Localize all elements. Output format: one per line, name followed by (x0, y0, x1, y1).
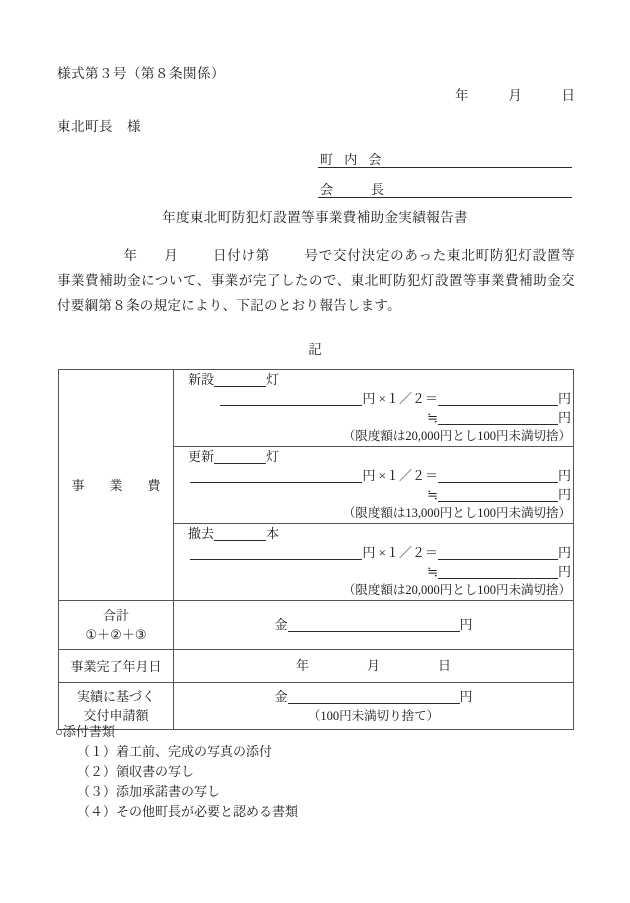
expense-renewal-count-line (174, 447, 573, 466)
expense-removal-kind: 撤去 (188, 526, 215, 541)
expense-new-yen-1: 円 (362, 391, 376, 406)
attachments-title: ○添付書類 (55, 724, 115, 739)
signature-label-kaicho: 会 長 (320, 181, 389, 197)
expense-new-count-line (174, 370, 573, 389)
expense-removal-result-blank[interactable] (438, 544, 558, 560)
expense-renewal-approx-sign: ≒ (427, 487, 438, 502)
completion-label: 事業完了年月日 (70, 658, 162, 674)
signature-label-chonaikai: 町 内 会 (320, 151, 386, 167)
signature-row-kaicho[interactable] (318, 176, 572, 198)
total-label-line2: ①＋②＋③ (85, 627, 147, 642)
request-money-suffix: 円 (459, 688, 473, 704)
total-label-line1: 合計 (102, 608, 129, 623)
expense-cell-renewal (174, 447, 574, 524)
expense-renewal-formula-line (174, 466, 573, 485)
expense-new-formula-line (174, 389, 573, 408)
date-top-day: 日 (561, 88, 575, 103)
body-line2: 業費補助金について、事業が完了したので、東北町防犯灯設置等事業費補助金交付要 (57, 273, 575, 313)
expense-new-amount-blank[interactable] (220, 390, 362, 406)
expense-new-approx-line (174, 408, 573, 427)
request-note: （100円未満切り捨て） (307, 708, 440, 723)
expense-renewal-count-blank[interactable] (214, 448, 266, 464)
expense-removal-approx-sign: ≒ (427, 564, 438, 579)
completion-value-cell[interactable] (174, 650, 574, 683)
signature-block (318, 146, 572, 206)
expense-removal-formula-line (174, 543, 573, 562)
expense-removal-approx-line (174, 562, 573, 581)
expense-renewal-kind: 更新 (188, 449, 215, 464)
total-money-row (174, 615, 573, 635)
expense-removal-amount-blank[interactable] (190, 544, 362, 560)
attachment-item-2: （２）領収書の写し (77, 764, 195, 779)
table-row-expense-new (59, 370, 574, 447)
expense-new-count-blank[interactable] (214, 371, 266, 387)
expense-label: 事 業 費 (71, 477, 167, 493)
request-label-line2: 交付申請額 (83, 708, 149, 723)
expense-renewal-unit: 灯 (266, 449, 280, 464)
expense-new-multiplier: ×１／２＝ (378, 391, 438, 406)
table-row-total (59, 601, 574, 650)
expense-removal-yen-2: 円 (557, 545, 571, 560)
expense-removal-multiplier: ×１／２＝ (378, 545, 438, 560)
completion-year: 年 (295, 658, 309, 673)
addressee: 東北町長 様 (57, 119, 141, 134)
expense-removal-yen-1: 円 (362, 545, 376, 560)
expense-renewal-approx-blank[interactable] (438, 486, 558, 502)
expense-cell-new (174, 370, 574, 447)
report-table (58, 369, 574, 730)
total-money-suffix: 円 (459, 617, 473, 632)
total-label-cell (59, 601, 174, 650)
expense-renewal-yen-2: 円 (557, 468, 571, 483)
expense-new-approx-blank[interactable] (438, 409, 558, 425)
completion-day: 日 (438, 658, 452, 673)
expense-removal-count-line (174, 524, 573, 543)
total-money-blank[interactable] (288, 616, 460, 632)
total-money-prefix: 金 (274, 617, 288, 632)
body-paragraph (57, 243, 575, 318)
body-date-day-prefix: 日付け第 (212, 248, 271, 263)
expense-new-approx-sign: ≒ (427, 410, 438, 425)
attachments-section (55, 722, 298, 822)
ki-marker: 記 (308, 342, 322, 357)
expense-new-yen-2: 円 (557, 391, 571, 406)
expense-renewal-yen-3: 円 (557, 487, 571, 502)
expense-removal-note: （限度額は20,000円とし100円未満切捨） (342, 583, 571, 597)
expense-removal-approx-blank[interactable] (438, 563, 558, 579)
date-top-year: 年 (455, 88, 469, 103)
request-money-blank[interactable] (288, 688, 460, 704)
total-value-cell (174, 601, 574, 650)
body-date-month: 月 (163, 248, 179, 263)
request-label-line1: 実績に基づく (76, 689, 155, 704)
body-number-suffix: 号で交付決定のあった東北町防犯灯設置等事 (57, 248, 575, 288)
expense-cell-removal (174, 524, 574, 601)
date-line-top (455, 84, 575, 104)
request-money-row (174, 687, 573, 707)
expense-renewal-note: （限度額は13,000円とし100円未満切捨） (342, 506, 571, 520)
expense-renewal-approx-line (174, 485, 573, 504)
table-row-completion-date (59, 650, 574, 683)
form-number: 様式第３号（第８条関係） (57, 66, 225, 81)
expense-removal-count-blank[interactable] (214, 525, 266, 541)
expense-new-result-blank[interactable] (438, 390, 558, 406)
document-title: 年度東北町防犯灯設置等事業費補助金実績報告書 (162, 210, 468, 225)
expense-renewal-multiplier: ×１／２＝ (378, 468, 438, 483)
expense-renewal-result-blank[interactable] (438, 467, 558, 483)
expense-label-cell (59, 370, 174, 601)
attachment-item-3: （３）添加承諾書の写し (77, 784, 221, 799)
signature-row-chonaikai[interactable] (318, 146, 572, 168)
expense-new-unit: 灯 (266, 372, 280, 387)
date-top-month: 月 (508, 88, 522, 103)
expense-removal-unit: 本 (266, 526, 280, 541)
attachment-item-1: （１）着工前、完成の写真の添付 (77, 744, 273, 759)
completion-date-row (174, 655, 573, 677)
expense-renewal-yen-1: 円 (362, 468, 376, 483)
completion-label-cell (59, 650, 174, 683)
completion-month: 月 (366, 658, 380, 673)
expense-renewal-amount-blank[interactable] (190, 467, 362, 483)
attachment-item-4: （４）その他町長が必要と認める書類 (77, 804, 299, 819)
expense-new-yen-3: 円 (557, 410, 571, 425)
expense-removal-yen-3: 円 (557, 564, 571, 579)
request-money-prefix: 金 (274, 688, 288, 704)
expense-new-note: （限度額は20,000円とし100円未満切捨） (342, 429, 571, 443)
body-line3: 綱第８条の規定により、下記のとおり報告します。 (84, 298, 401, 313)
body-date-year: 年 (123, 248, 138, 263)
expense-new-kind: 新設 (188, 372, 215, 387)
